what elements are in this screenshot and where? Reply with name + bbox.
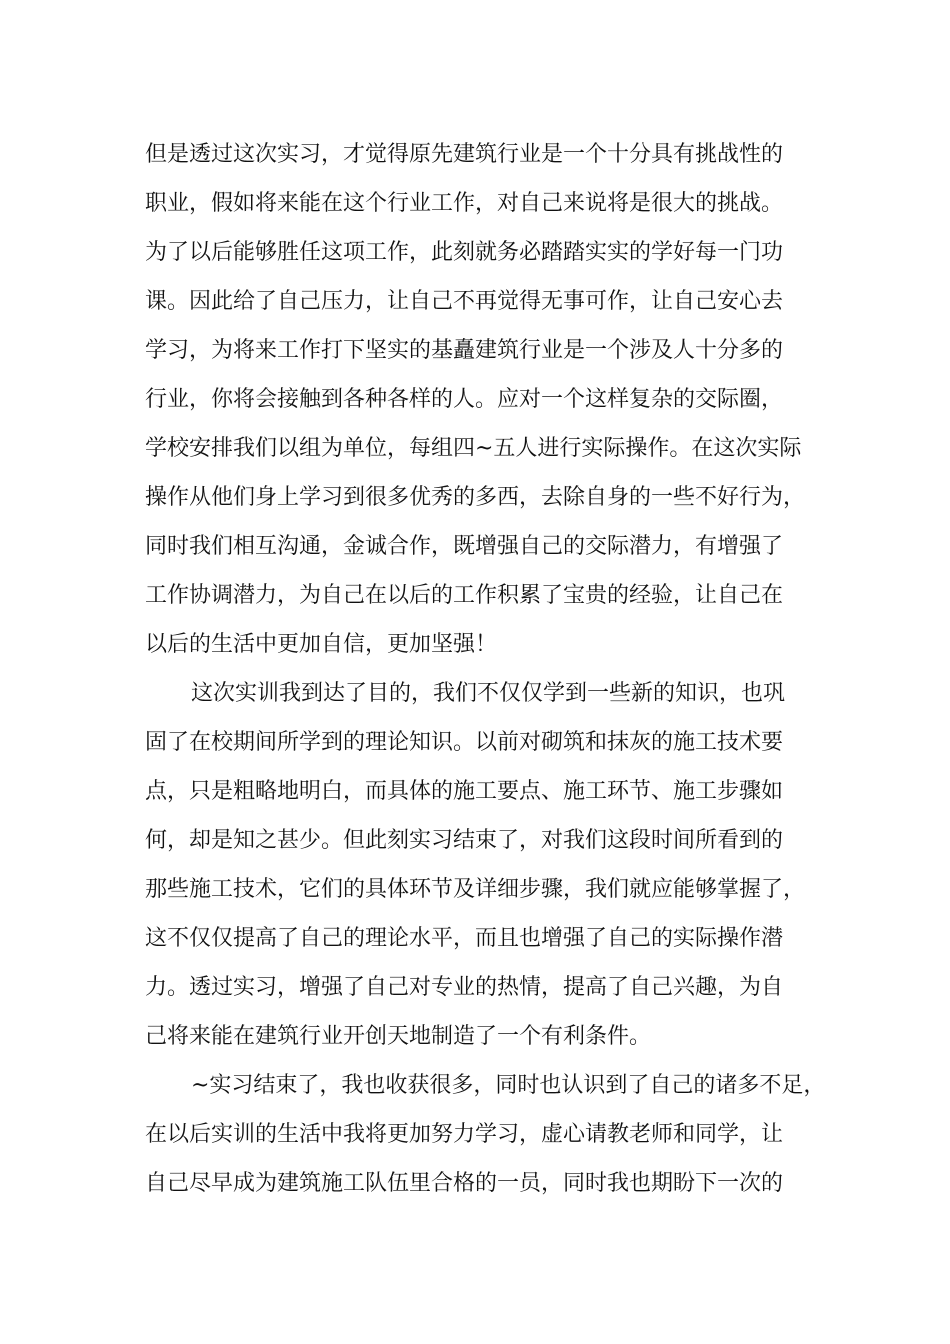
body-text	[145, 130, 835, 1208]
text-line: 固了在校期间所学到的理论知识。以前对砌筑和抹灰的施工技术要	[145, 730, 784, 755]
text-line: 但是透过这次实习，才觉得原先建筑行业是一个十分具有挑战性的	[145, 142, 784, 167]
text-line: 在以后实训的生活中我将更加努力学习，虚心请教老师和同学，让	[145, 1122, 784, 1147]
paragraph-start-line: 这次实训我到达了目的，我们不仅仅学到一些新的知识，也巩	[191, 681, 786, 706]
text-line: 行业，你将会接触到各种各样的人。应对一个这样复杂的交际圈，	[145, 387, 784, 412]
text-line: 工作协调潜力，为自己在以后的工作积累了宝贵的经验，让自己在	[145, 583, 784, 608]
text-line: 学习，为将来工作打下坚实的基矗建筑行业是一个涉及人十分多的	[145, 338, 784, 363]
text-line: 何，却是知之甚少。但此刻实习结束了，对我们这段时间所看到的	[145, 828, 784, 853]
text-line: 学校安排我们以组为单位，每组四~五人进行实际操作。在这次实际	[145, 436, 802, 461]
text-line: 己将来能在建筑行业开创天地制造了一个有利条件。	[145, 1024, 652, 1049]
text-line: 为了以后能够胜任这项工作，此刻就务必踏踏实实的学好每一门功	[145, 240, 784, 265]
text-line: 职业，假如将来能在这个行业工作，对自己来说将是很大的挑战。	[145, 191, 784, 216]
text-line: 那些施工技术，它们的具体环节及详细步骤，我们就应能够掌握了，	[145, 877, 806, 902]
text-line: 点，只是粗略地明白，而具体的施工要点、施工环节、施工步骤如	[145, 779, 784, 804]
text-line: 同时我们相互沟通，金诚合作，既增强自己的交际潜力，有增强了	[145, 534, 784, 559]
text-line: 自己尽早成为建筑施工队伍里合格的一员，同时我也期盼下一次的	[145, 1171, 784, 1196]
text-line: 力。透过实习，增强了自己对专业的热情，提高了自己兴趣，为自	[145, 975, 784, 1000]
text-line: 以后的生活中更加自信，更加坚强！	[145, 632, 498, 657]
text-line: 这不仅仅提高了自己的理论水平，而且也增强了自己的实际操作潜	[145, 926, 784, 951]
text-line: 课。因此给了自己压力，让自己不再觉得无事可作，让自己安心去	[145, 289, 784, 314]
text-line: 操作从他们身上学习到很多优秀的多西，去除自身的一些不好行为，	[145, 485, 806, 510]
paragraph-start-line: ~实习结束了，我也收获很多，同时也认识到了自己的诸多不足，	[191, 1073, 826, 1098]
